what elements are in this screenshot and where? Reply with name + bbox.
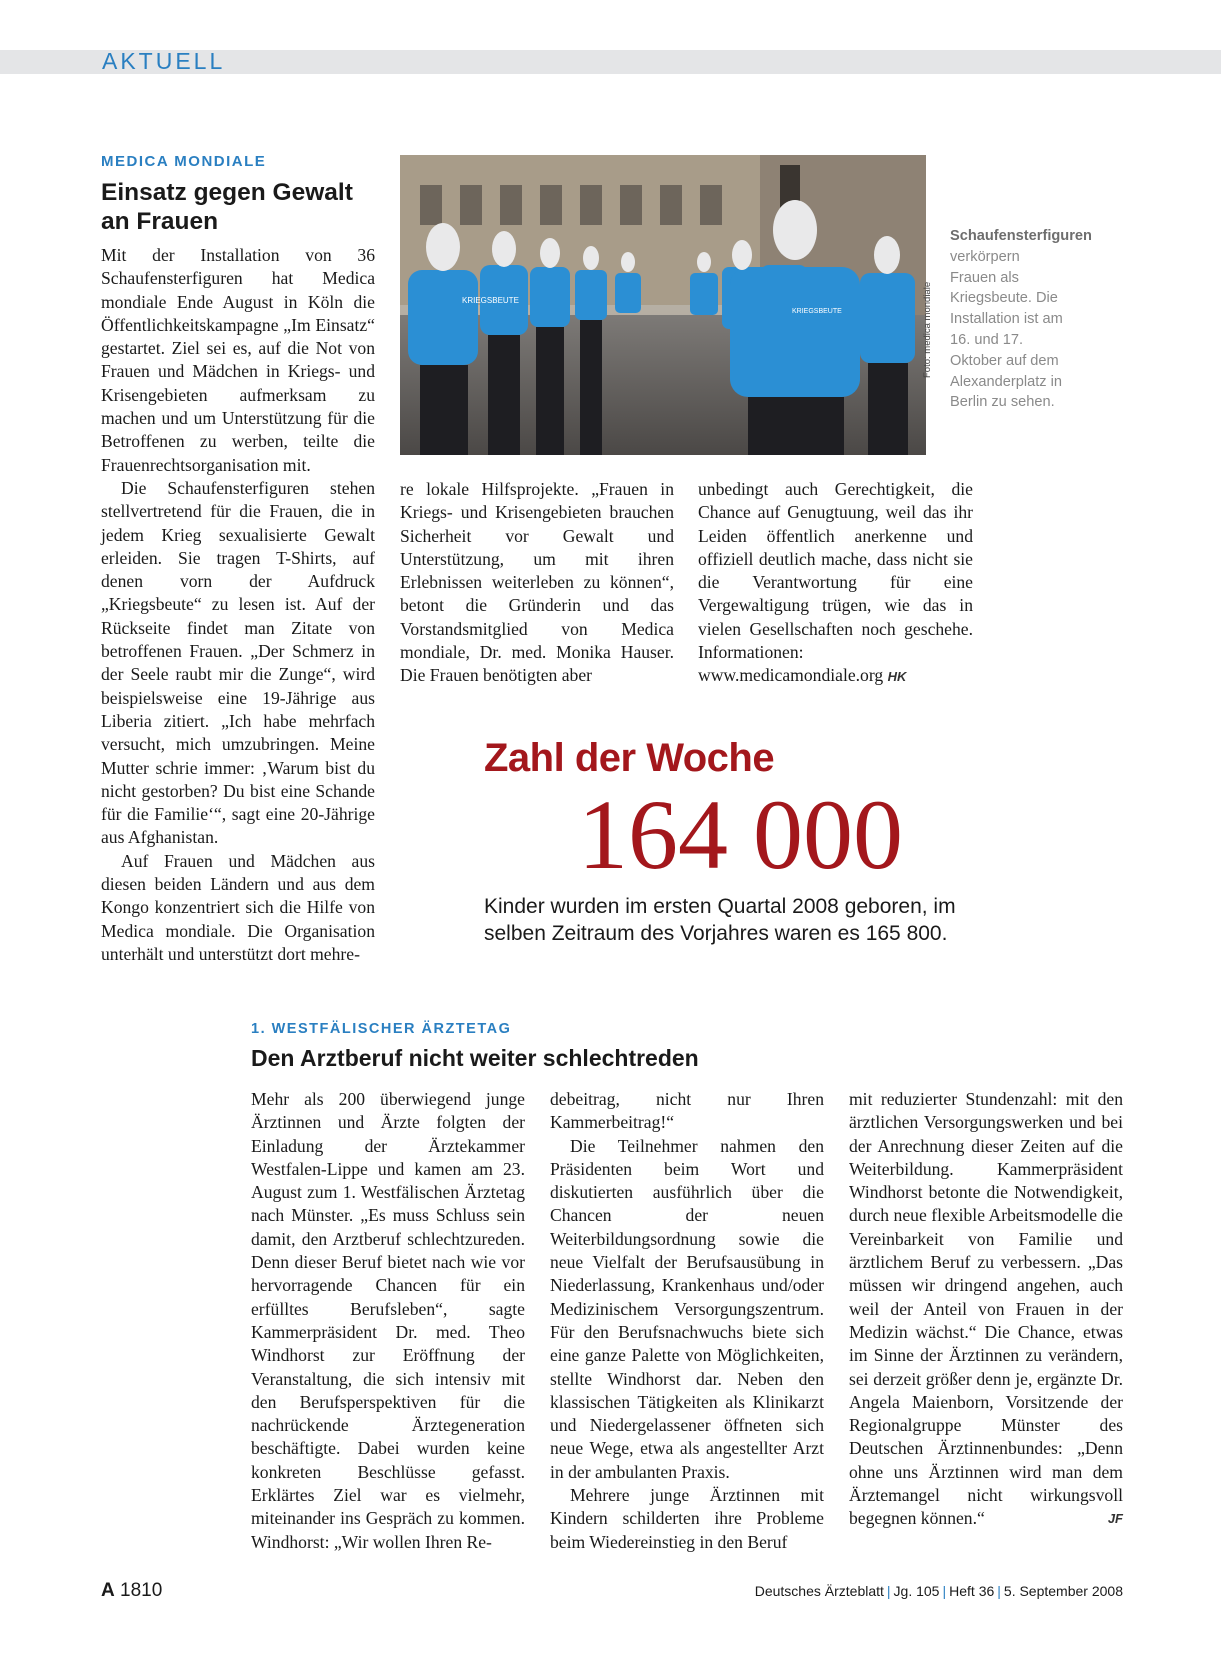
number-of-the-week-value: 164 000 (578, 779, 903, 890)
article1-kicker: MEDICA MONDIALE (101, 153, 267, 170)
article2-column-3 (849, 1088, 1123, 1531)
caption-text: verkörpern Frauen als Kriegsbeute. Die Installation ist am 16. und 17. Oktober auf dem Alexanderplatz in Berlin zu sehen. (950, 248, 1063, 411)
article1-paragraph: Die Schaufensterfiguren stehen stellvertretend für die Frauen, die in jedem Krieg sexualisierte Gewalt erleiden. Sie tragen T-Shirts, auf denen vorn der Aufdruck „Kriegsbeute“ zu lesen ist. Auf der Rückseite findet man Zitate von betroffenen Frauen. „Der Schmerz in der Seele raubt mir die Zunge“, wird beispielsweise eine 19-Jährige aus Liberia zitiert. „Ich habe mehrfach versucht, mich umzubringen. Meine Mutter schrie immer: ‚Warum bist du nicht gestorben? Du bist eine Schande für die Familie‘“, sagt eine 20-Jährige aus Afghanistan. (101, 477, 375, 848)
footer-citation: Deutsches Ärzteblatt | Jg. 105 | Heft 36 | 5. September 2008 (754, 1583, 1123, 1599)
shirt-print: KRIEGSBEUTE (792, 308, 842, 315)
number-of-the-week-title: Zahl der Woche (484, 736, 775, 780)
mannequin-photo (400, 155, 926, 455)
article1-headline (101, 178, 353, 236)
journal-date: 5. September 2008 (1003, 1583, 1123, 1599)
page-number-value: 1810 (120, 1580, 163, 1601)
article1-paragraph: re lokale Hilfsprojekte. „Frauen in Kriegs- und Krisengebieten brauchen Sicherheit vor Gewalt und Unterstützung, um mit ihren Erlebnissen weiterleben zu können“, betont die Gründerin und das Vorstandsmitglied von Medica mondiale, Dr. med. Monika Hauser. Die Frauen benötigten aber (400, 479, 674, 686)
article1-column-1 (101, 244, 375, 966)
article2-paragraph: Die Teilnehmer nahmen den Präsidenten beim Wort und diskutierten ausführlich über die Chancen der neuen Weiterbildungsordnung sowie die neue Vielfalt der Berufsausübung in Niederlassung, Krankenhaus und/oder Medizinischem Versorgungszentrum. Für den Berufsnachwuchs biete sich eine ganze Palette von Möglichkeiten, stellte Windhorst dar. Neben den klassischen Tätigkeiten als Klinikarzt und Niedergelassener öffneten sich neue Wege, etwa als angestellter Arzt in der ambulanten Praxis. (550, 1135, 824, 1482)
section-title: AKTUELL (102, 48, 226, 74)
journal-issue: Heft 36 (949, 1583, 995, 1599)
article2-paragraph: Mehrere junge Ärztinnen mit Kindern schilderten ihre Probleme beim Wiedereinstieg in den Beruf (550, 1485, 824, 1552)
shirt-print: KRIEGSBEUTE (462, 296, 519, 305)
article2-column-2 (550, 1088, 824, 1554)
page-number (101, 1580, 162, 1602)
article1-paragraph: Auf Frauen und Mädchen aus diesen beiden Ländern und aus dem Kongo konzentriert sich die Hilfe von Medica mondiale. Die Organisation unterhält und unterstützt dort mehre- (101, 850, 375, 964)
author-signature: JF (1107, 1511, 1123, 1527)
author-signature: HK (887, 669, 907, 685)
article1-headline-line2: an Frauen (101, 208, 219, 235)
article1-column-2 (400, 478, 674, 688)
journal-name: Deutsches Ärzteblatt (754, 1583, 884, 1599)
article1-column-3 (698, 478, 973, 689)
journal-volume: Jg. 105 (893, 1583, 940, 1599)
photo-caption (950, 226, 1092, 413)
photo-credit: Foto: medica mondiale (922, 281, 933, 378)
caption-lead: Schaufensterfiguren (950, 228, 1092, 244)
article1-headline-line1: Einsatz gegen Gewalt (101, 179, 353, 206)
article2-kicker: 1. WESTFÄLISCHER ÄRZTETAG (251, 1021, 512, 1037)
article1-paragraph: Mit der Installation von 36 Schaufensterfiguren hat Medica mondiale Ende August in Köln die Öffentlichkeitskampagne „Im Einsatz“ gestartet. Ziel sei es, auf die Not von Frauen und Mädchen in Kriegs- und Krisengebieten aufmerksam zu machen und um Unterstützung für die Betroffenen zu werben, teilte die Frauenrechtsorganisation mit. (101, 245, 375, 475)
number-of-the-week-text: Kinder wurden im ersten Quartal 2008 geboren, im selben Zeitraum des Vorjahres waren es 165 800. (484, 895, 956, 945)
article1-paragraph: unbedingt auch Gerechtigkeit, die Chance auf Genugtuung, weil das ihr Leiden öffentlich anerkenne und offiziell deutlich mache, dass nicht sie die Verantwortung für eine Vergewaltigung trügen, wie das in vielen Gesellschaften noch geschehe. Informationen: www.medicamondiale.org (698, 479, 973, 686)
article2-paragraph: mit reduzierter Stundenzahl: mit den ärztlichen Versorgungswerken und bei der Anrechnung dieser Zeiten auf die Weiterbildung. Kammerpräsident Windhorst betonte die Notwendigkeit, durch neue flexible Arbeitsmodelle die Vereinbarkeit von Familie und ärztlichem Beruf zu verbessern. „Das müssen wir dringend angehen, auch weil der Anteil von Frauen in der Medizin wächst.“ Die Chance, etwas im Sinne der Ärztinnen zu verändern, sei derzeit größer denn je, ergänzte Dr. Angela Maienborn, Vorsitzende der Regionalgruppe Münster des Deutschen Ärztinnenbundes: „Denn ohne uns Ärztinnen wird man dem Ärztemangel nicht wirkungsvoll begegnen können.“ (849, 1089, 1123, 1529)
page-letter: A (101, 1580, 115, 1601)
article2-column-1 (251, 1088, 525, 1554)
article2-paragraph: Mehr als 200 überwiegend junge Ärztinnen und Ärzte folgten der Einladung der Ärztekammer Westfalen-Lippe und kamen am 23. August zum 1. Westfälischen Ärztetag nach Münster. „Es muss Schluss sein damit, den Arztberuf schlechtzureden. Denn dieser Beruf bietet nach wie vor hervorragende Chancen für ein erfülltes Berufsleben“, sagte Kammerpräsident Dr. med. Theo Windhorst zur Eröffnung der Veranstaltung, die sich intensiv mit den Berufsperspektiven für die nachrückende Ärztegeneration beschäftigte. Dabei wurden keine konkreten Beschlüsse gefasst. Erklärtes Ziel war es vielmehr, miteinander ins Gespräch zu kommen. Windhorst: „Wir wollen Ihren Re- (251, 1089, 525, 1552)
article2-headline: Den Arztberuf nicht weiter schlechtreden (251, 1045, 699, 1071)
article2-paragraph: debeitrag, nicht nur Ihren Kammerbeitrag!“ (550, 1089, 824, 1133)
